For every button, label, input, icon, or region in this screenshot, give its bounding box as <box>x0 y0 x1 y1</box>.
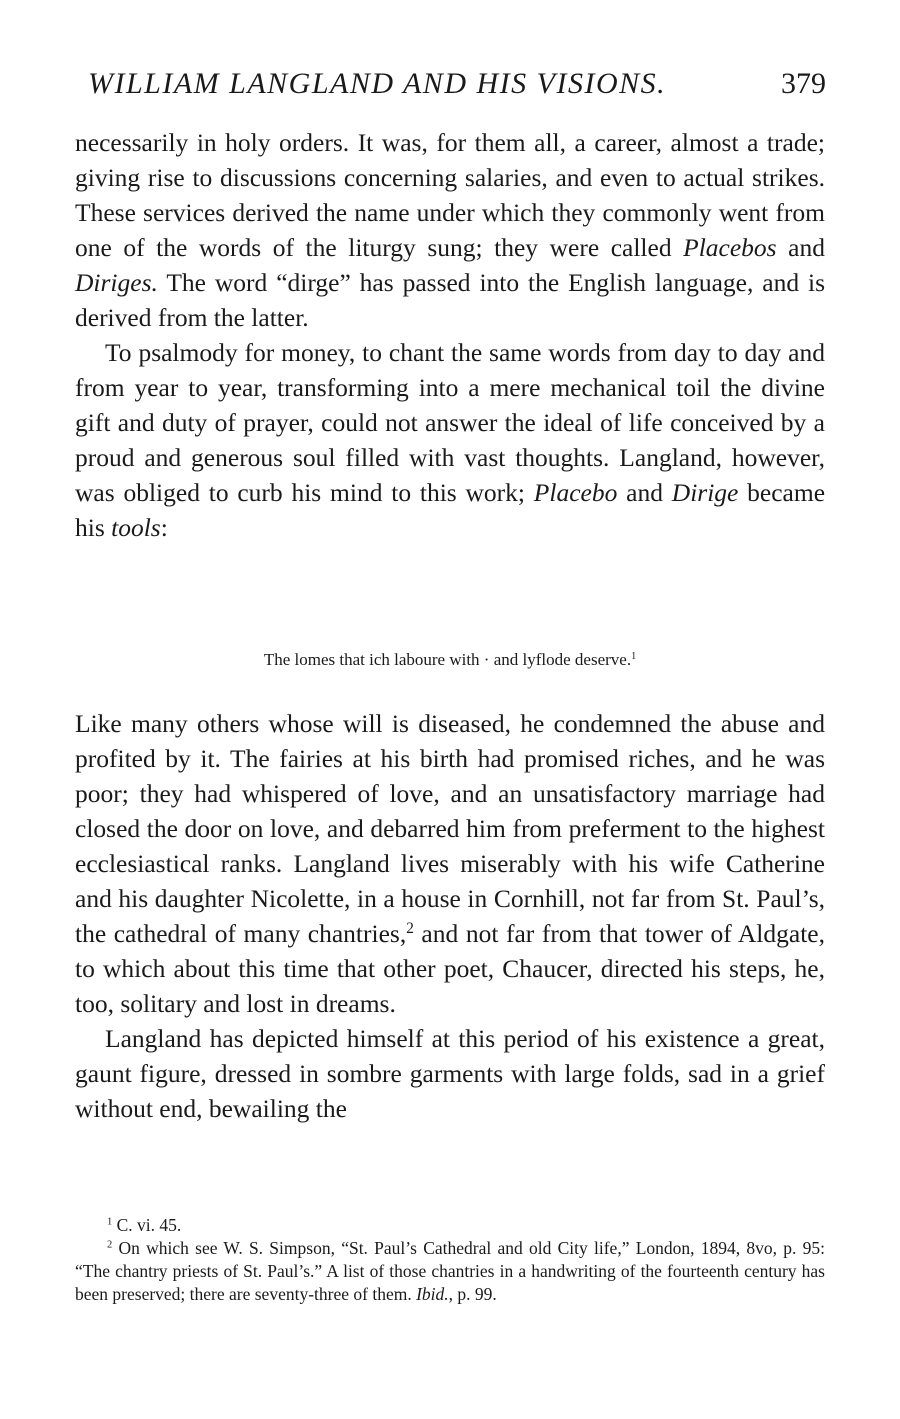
footnote-ref-1: 1 <box>631 650 637 662</box>
footnotes <box>75 1214 825 1306</box>
verse-quotation <box>75 648 825 672</box>
paragraph-4-text: Langland has depicted himself at this period of his existence a great, gaunt figure, dressed in sombre garments with large folds, sad in a grief without end, bewailing the <box>75 1024 825 1123</box>
paragraph-2 <box>75 335 825 545</box>
paragraph-1 <box>75 125 825 335</box>
paragraph-3-text-b: and not far from that tower of Aldgate, to which about this time that other poet, Chaucer, directed his steps, he, too, solitary and lost in dreams. <box>75 919 825 1018</box>
paragraph-2-italic-dirige: Dirige <box>671 478 739 507</box>
paragraph-2-italic-placebo: Placebo <box>533 478 618 507</box>
paragraph-2-text-c: became his <box>75 478 826 542</box>
footnote-2-italic-ibid: Ibid. <box>416 1284 449 1304</box>
body-text-lower <box>75 706 825 1126</box>
page-number: 379 <box>781 67 826 100</box>
running-header <box>88 62 826 106</box>
footnote-1-mark: 1 <box>107 1216 113 1228</box>
footnote-2-text-b: , p. 99. <box>448 1284 497 1304</box>
paragraph-3 <box>75 706 825 1021</box>
verse-line: The lomes that ich laboure with · and lyflode deserve. <box>263 650 632 669</box>
paragraph-4 <box>75 1021 825 1126</box>
running-title: WILLIAM LANGLAND AND HIS VISIONS. <box>88 67 667 100</box>
paragraph-2-italic-tools: tools <box>111 513 161 542</box>
paragraph-2-text-d: : <box>160 513 168 542</box>
paragraph-3-text-a: Like many others whose will is diseased, he condemned the abuse and profited by it. The fairies at his birth had promised riches, and he was poor; they had whispered of love, and an unsatisfactory marriage had closed the door on love, and debarred him from preferment to the highest ecclesiastical ranks. Langland lives miserably with his wife Catherine and his daughter Nicolette, in a house in Cornhill, not far from St. Paul’s, the cathedral of many chantries, <box>75 709 825 948</box>
paragraph-1-italic-placebos: Placebos <box>683 233 777 262</box>
footnote-1 <box>75 1214 825 1237</box>
paragraph-1-text-b: and <box>776 233 825 262</box>
footnote-2 <box>75 1237 825 1306</box>
paragraph-1-text-c: The word “dirge” has passed into the English language, and is derived from the latter. <box>75 268 825 332</box>
paragraph-2-text-b: and <box>617 478 672 507</box>
body-text-upper <box>75 125 825 545</box>
paragraph-1-text-a: necessarily in holy orders. It was, for them all, a career, almost a trade; giving rise to discussions concerning salaries, and even to actual strikes. These services derived the name under which they commonly went from one of the words of the liturgy sung; they were called <box>75 128 825 262</box>
footnote-ref-2: 2 <box>406 919 414 937</box>
footnote-2-text-a: On which see W. S. Simpson, “St. Paul’s Cathedral and old City life,” London, 1894, 8vo, p. 95: “The chantry priests of St. Paul’s.” A list of those chantries in a handwriting of the fourteenth century has been preserved; there are seventy-three of them. <box>75 1238 825 1304</box>
footnote-2-mark: 2 <box>107 1239 113 1251</box>
footnote-1-text: C. vi. 45. <box>112 1215 182 1235</box>
paragraph-1-italic-diriges: Diriges. <box>75 268 158 297</box>
paragraph-2-text-a: To psalmody for money, to chant the same words from day to day and from year to year, transforming into a mere mechanical toil the divine gift and duty of prayer, could not answer the ideal of life conceived by a proud and generous soul filled with vast thoughts. Langland, however, was obliged to curb his mind to this work; <box>75 338 825 507</box>
